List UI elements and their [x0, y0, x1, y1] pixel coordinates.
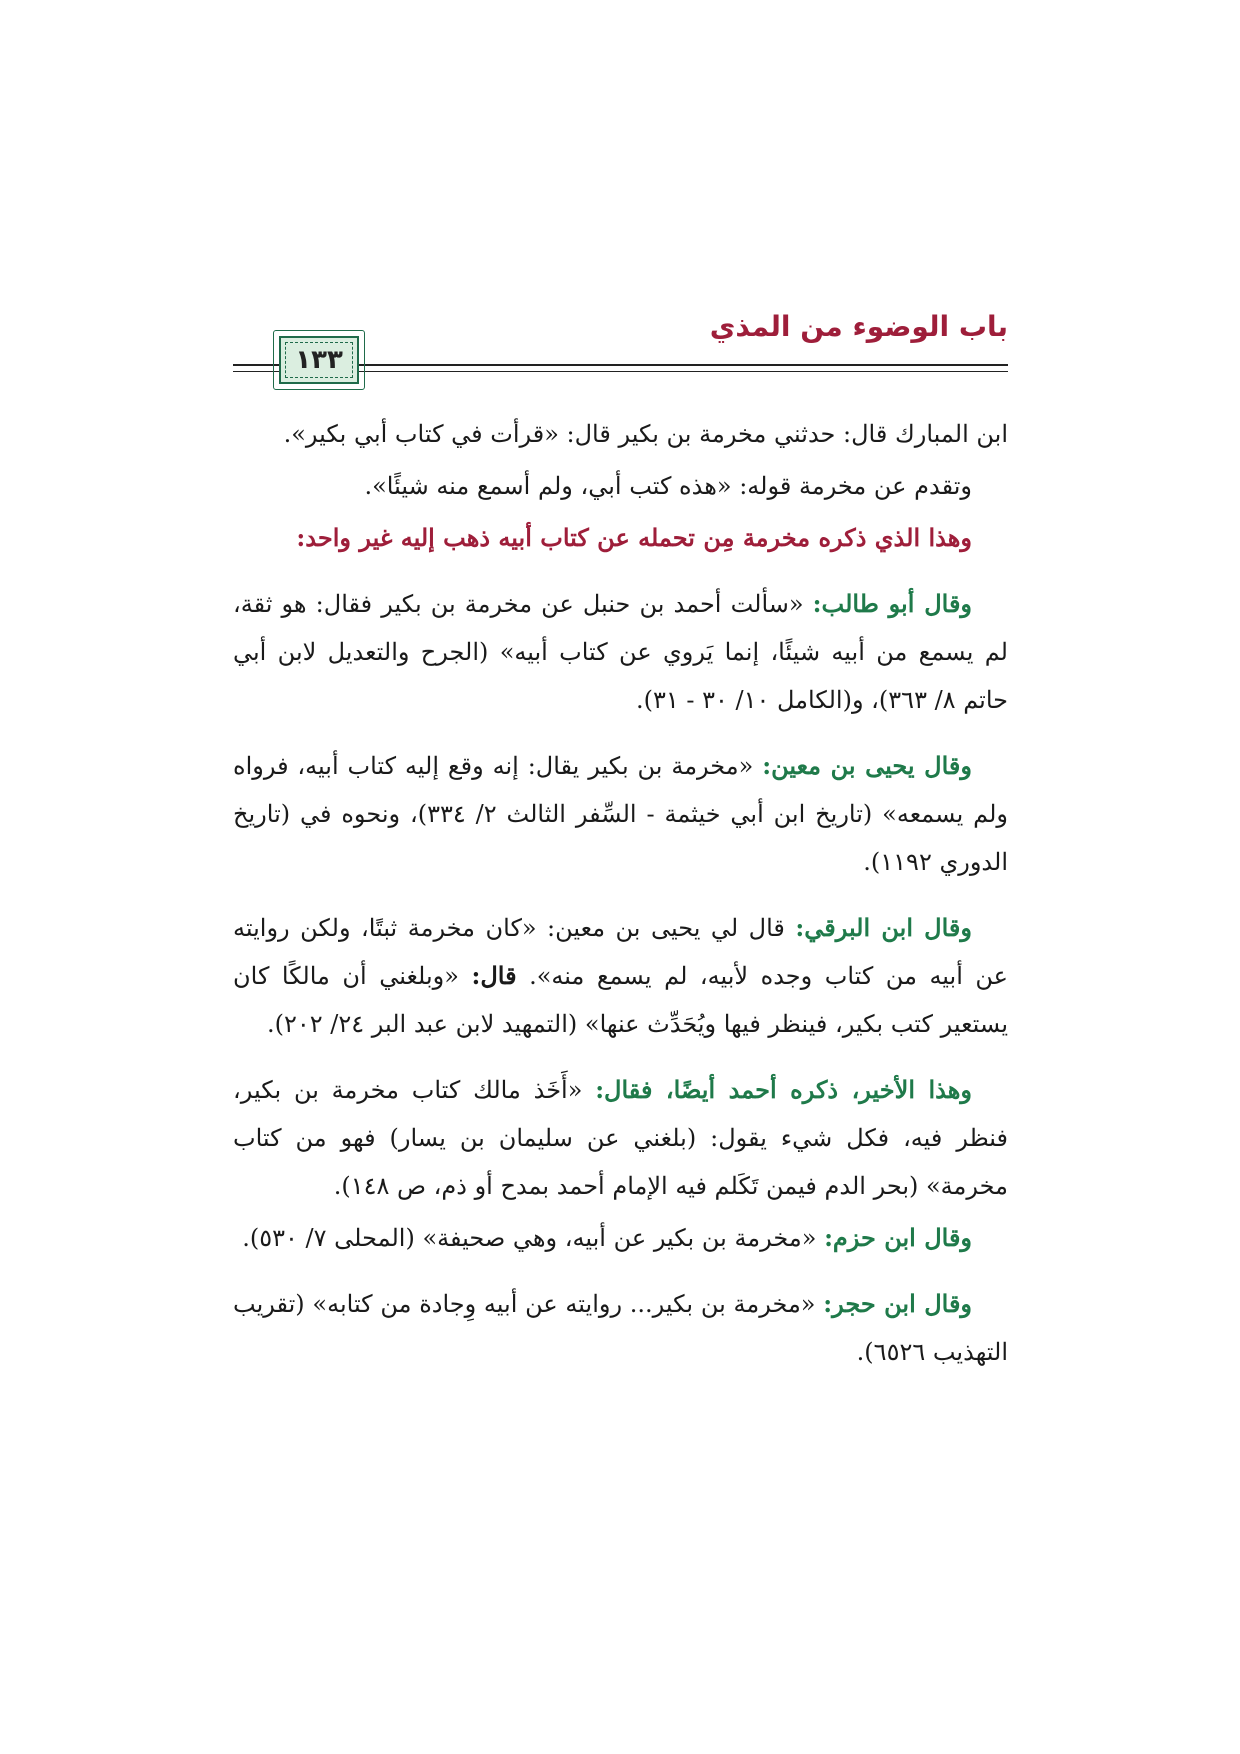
quote-text: «مخرمة بن بكير... روايته عن أبيه وِجادة من كتابه» (تقريب التهذيب ٦٥٢٦).	[233, 1290, 1008, 1366]
page-body	[233, 410, 1008, 1376]
speaker-label: وقال ابن حجر:	[823, 1289, 973, 1318]
speaker-label: وقال ابن البرقي:	[795, 913, 972, 942]
qal-label: قال:	[471, 961, 517, 990]
page-number-badge	[279, 336, 359, 384]
paragraph	[233, 1214, 1008, 1262]
section-heading: وهذا الذي ذكره مخرمة مِن تحمله عن كتاب أبيه ذهب إليه غير واحد:	[296, 523, 972, 552]
paragraph: ابن المبارك قال: حدثني مخرمة بن بكير قال: «قرأت في كتاب أبي بكير».	[283, 420, 1008, 448]
paragraph	[233, 1280, 1008, 1376]
paragraph	[233, 742, 1008, 886]
paragraph	[233, 904, 1008, 1048]
speaker-label: وقال يحيى بن معين:	[762, 751, 972, 780]
speaker-label: وقال ابن حزم:	[824, 1223, 972, 1252]
quote-text: «مخرمة بن بكير يقال: إنه وقع إليه كتاب أبيه، فرواه ولم يسمعه» (تاريخ ابن أبي خيثمة - السِّفر الثالث ٢/ ٣٣٤)، ونحوه في (تاريخ الدوري ١١٩٢).	[233, 752, 1009, 876]
page-header	[233, 310, 1008, 390]
chapter-title: باب الوضوء من المذي	[709, 310, 1008, 343]
quote-text: «أَخَذ مالك كتاب مخرمة بن بكير، فنظر فيه، فكل شيء يقول: (بلغني عن سليمان بن يسار) فهو من كتاب مخرمة» (بحر الدم فيمن تَكَلم فيه الإمام أحمد بمدح أو ذم، ص ١٤٨).	[233, 1076, 1008, 1200]
speaker-label: وهذا الأخير، ذكره أحمد أيضًا، فقال:	[595, 1075, 973, 1104]
quote-text: «سألت أحمد بن حنبل عن مخرمة بن بكير فقال: هو ثقة، لم يسمع من أبيه شيئًا، إنما يَروي عن كتاب أبيه» (الجرح والتعديل لابن أبي حاتم ٨/ ٣٦٣)، و(الكامل ١٠/ ٣٠ - ٣١).	[233, 590, 1008, 714]
paragraph	[233, 580, 1008, 724]
speaker-label: وقال أبو طالب:	[812, 589, 973, 618]
quote-text: قال لي يحيى بن معين: «كان مخرمة ثبتًا، ولكن روايته عن أبيه من كتاب وجده لأبيه، لم يسمع منه».	[233, 914, 1008, 990]
quote-text: «وبلغني أن مالكًا كان يستعير كتب بكير، فينظر فيها ويُحَدِّث عنها» (التمهيد لابن عبد البر ٢٤/ ٢٠٢).	[233, 962, 1008, 1038]
quote-text: «مخرمة بن بكير عن أبيه، وهي صحيفة» (المحلى ٧/ ٥٣٠).	[242, 1224, 825, 1252]
paragraph: وتقدم عن مخرمة قوله: «هذه كتب أبي، ولم أسمع منه شيئًا».	[364, 472, 972, 500]
paragraph	[233, 1066, 1008, 1210]
page-number: ١٣٣	[295, 345, 343, 375]
